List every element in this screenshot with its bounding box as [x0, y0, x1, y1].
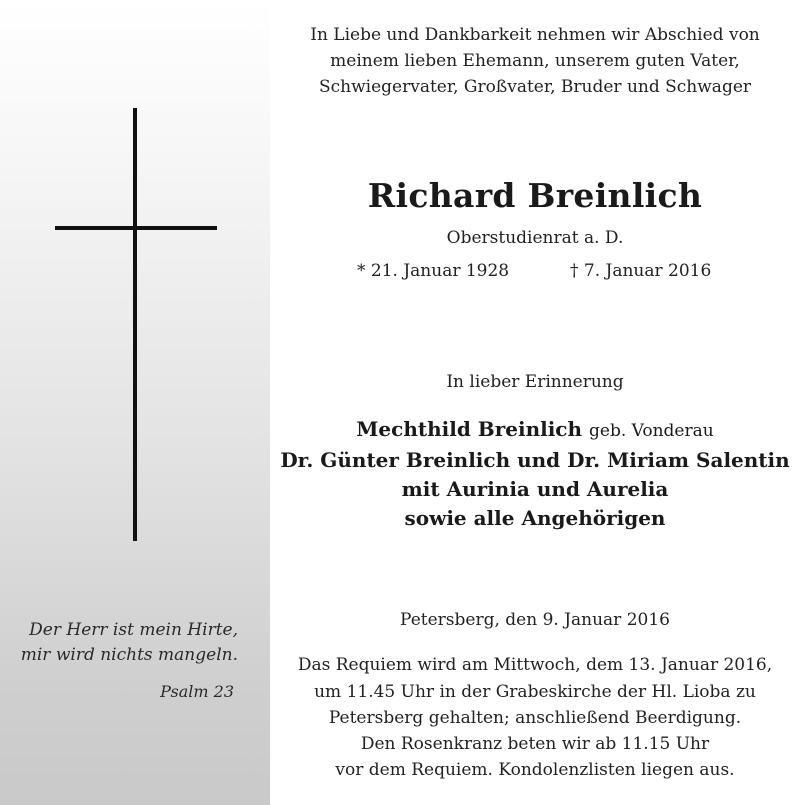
- deceased-name: Richard Breinlich: [367, 176, 703, 215]
- psalm-quote-line-2: mir wird nichts mangeln.: [20, 645, 238, 665]
- birth-date: * 21. Januar 1928: [357, 261, 510, 281]
- intro-line-2: meinem lieben Ehemann, unserem guten Vater,: [330, 51, 740, 71]
- notice-line-1: Das Requiem wird am Mittwoch, dem 13. Januar 2016,: [297, 655, 773, 675]
- notice-line-2: um 11.45 Uhr in der Grabeskirche der Hl. Lioba zu: [314, 682, 756, 702]
- intro-line-1: In Liebe und Dankbarkeit nehmen wir Abschied von: [310, 25, 760, 45]
- mourner-line-1: [270, 417, 800, 441]
- sidebar-panel: [0, 0, 270, 805]
- mourner-line-4: sowie alle Angehörigen: [404, 506, 666, 530]
- cross-horizontal-bar: [55, 226, 217, 230]
- cross-vertical-bar: [133, 108, 137, 541]
- intro-line-3: Schwiegervater, Großvater, Bruder und Schwager: [318, 77, 752, 97]
- notice-line-5: vor dem Requiem. Kondolenzlisten liegen aus.: [335, 760, 735, 780]
- mourner-primary-name: Mechthild Breinlich: [356, 417, 583, 441]
- mourner-line-2: Dr. Günter Breinlich und Dr. Miriam Salentin: [280, 448, 790, 472]
- death-date: † 7. Januar 2016: [570, 261, 712, 281]
- notice-line-4: Den Rosenkranz beten wir ab 11.15 Uhr: [360, 734, 710, 754]
- place-date: Petersberg, den 9. Januar 2016: [400, 610, 670, 630]
- mourner-line-3: mit Aurinia und Aurelia: [401, 477, 669, 501]
- psalm-source: Psalm 23: [160, 682, 234, 701]
- notice-line-3: Petersberg gehalten; anschließend Beerdigung.: [328, 708, 742, 728]
- mourner-maiden-name: geb. Vonderau: [589, 421, 714, 441]
- psalm-quote-line-1: Der Herr ist mein Hirte,: [29, 620, 238, 640]
- remembrance-heading: In lieber Erinnerung: [446, 372, 624, 392]
- deceased-title: Oberstudienrat a. D.: [446, 228, 624, 248]
